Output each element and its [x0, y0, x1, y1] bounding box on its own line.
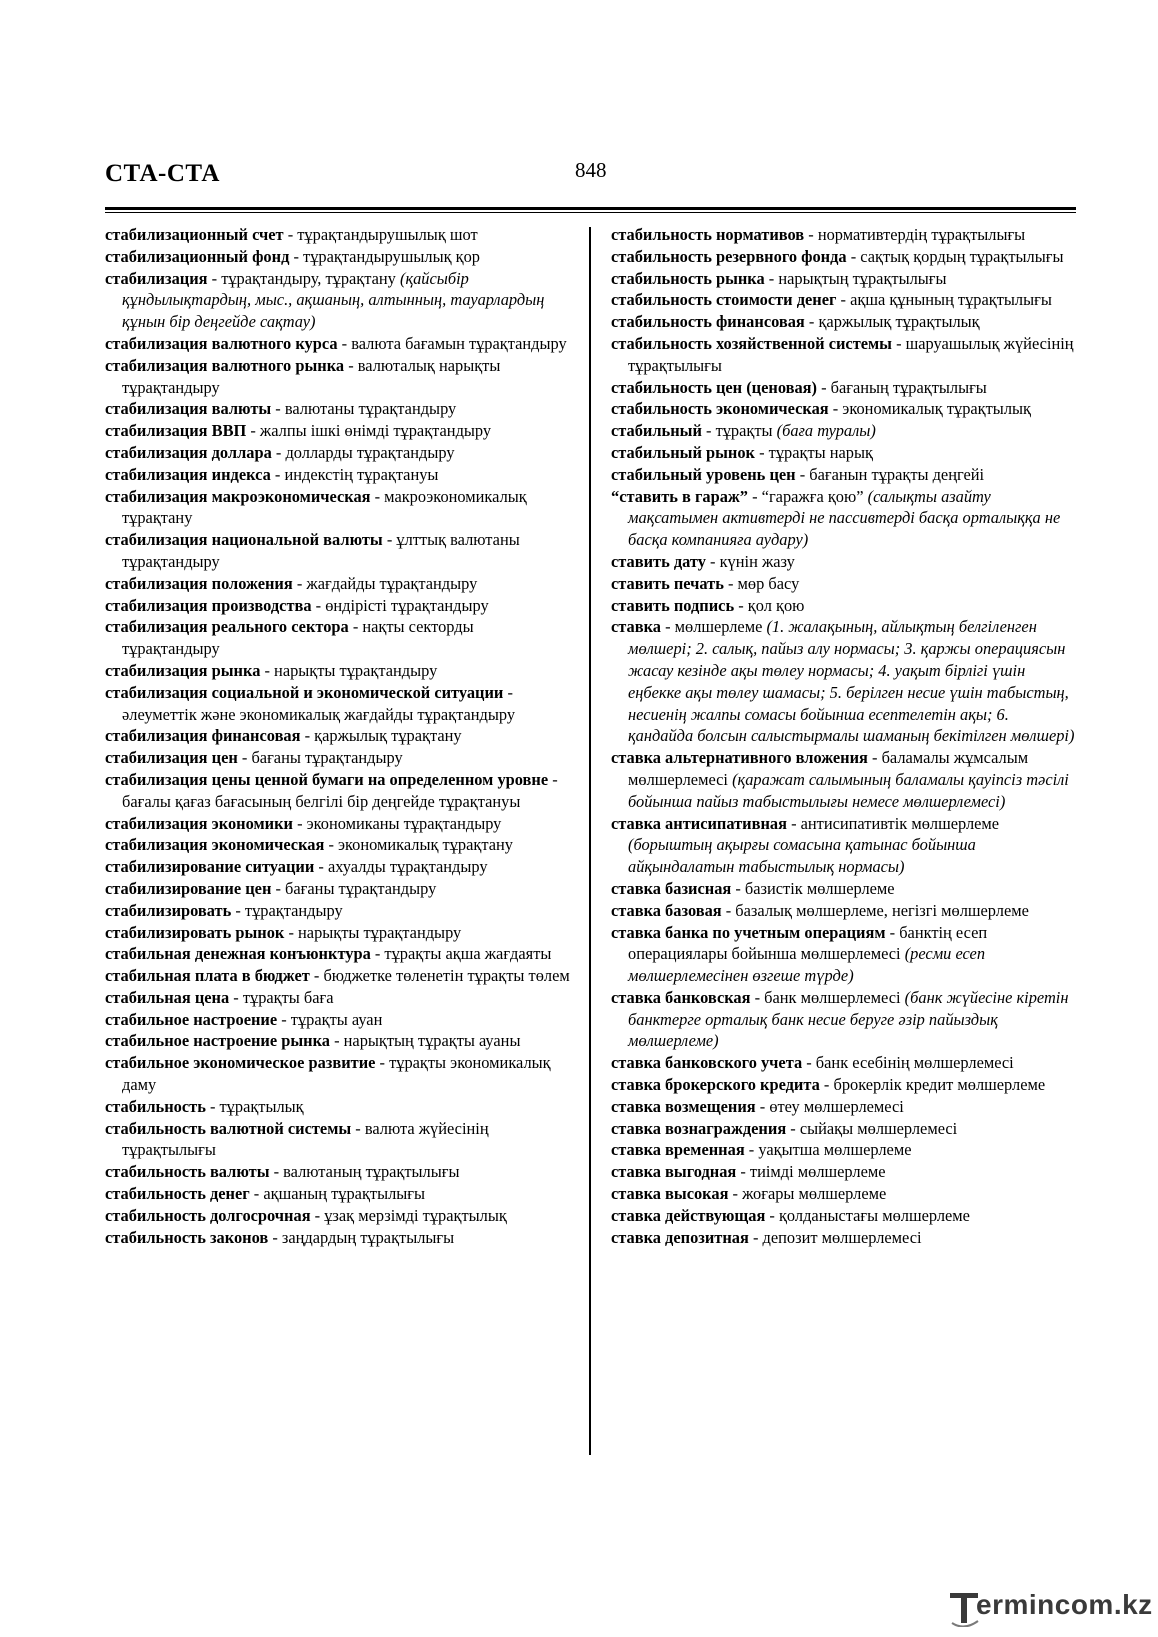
dictionary-entry: [611, 1052, 1077, 1074]
entry-definition: - ұзақ мерзімді тұрақтылық: [310, 1205, 507, 1225]
dictionary-entry: [611, 900, 1077, 922]
entry-definition: - шаруашылық жүйесінің тұрақтылығы: [628, 333, 1074, 375]
dictionary-entry: [611, 747, 1077, 812]
entry-definition: - бағалы қағаз бағасының белгілі бір деңгейде тұрақтануы: [122, 769, 558, 811]
entry-definition: - бағаны тұрақтандыру: [237, 748, 403, 768]
entry-definition: - ақшаның тұрақтылығы: [249, 1184, 426, 1204]
entry-definition: - брокерлік кредит мөлшерлеме: [819, 1075, 1046, 1095]
dictionary-entry: [611, 616, 1077, 747]
dictionary-entry: [105, 725, 573, 747]
dictionary-entry: [611, 551, 1077, 573]
entry-term: стабилизация макроэкономическая: [105, 486, 371, 506]
entry-definition: - заңдардың тұрақтылығы: [268, 1227, 455, 1247]
watermark-text: ermincom.kz: [976, 1589, 1153, 1620]
dictionary-entry: [105, 355, 573, 399]
dictionary-entry: [105, 529, 573, 573]
entry-term: стабилизация социальной и экономической ситуации: [105, 682, 504, 702]
entry-term: стабильность резервного фонда: [611, 246, 847, 266]
entry-term: ставка банка по учетным операциям: [611, 922, 886, 942]
entry-term: стабилизация валютного рынка: [105, 355, 345, 375]
entry-definition: - мөр басу: [723, 573, 800, 593]
dictionary-entry: [611, 987, 1077, 1052]
dictionary-entry: [105, 268, 573, 333]
entry-definition: - макроэкономикалық тұрақтану: [122, 486, 527, 528]
entry-definition: - нақты секторды тұрақтандыру: [122, 617, 474, 659]
entry-definition: - бағаның тұрақтылығы: [817, 377, 987, 397]
entry-definition: - ахуалды тұрақтандыру: [314, 857, 488, 877]
dictionary-entry: [611, 464, 1077, 486]
entry-term: ставка антисипативная: [611, 813, 787, 833]
entry-definition: - қаржылық тұрақтану: [300, 726, 462, 746]
dictionary-entry: [105, 682, 573, 726]
dictionary-entry: [611, 268, 1077, 290]
entry-definition: - бағанын тұрақты деңгейі: [795, 464, 985, 484]
entry-term: стабильность хозяйственной системы: [611, 333, 892, 353]
entry-term: стабилизация валюты: [105, 399, 272, 419]
entry-definition: - әлеуметтік және экономикалық жағдайды тұрақтандыру: [122, 682, 516, 724]
entry-term: ставка базисная: [611, 878, 732, 898]
entry-definition: - тұрақтандырушылық қор: [289, 246, 480, 266]
dictionary-entry: [105, 747, 573, 769]
dictionary-entry: [105, 1183, 573, 1205]
entry-definition: - тұрақтандыру, тұрақтану: [207, 268, 400, 288]
dictionary-entry: [611, 420, 1077, 442]
dictionary-entry: [611, 1139, 1077, 1161]
entry-term: ставка базовая: [611, 900, 722, 920]
entry-note: (салықты азайту мақсатымен активтерді не пассивтерді басқа орталыққа не басқа компанияға аудару): [628, 486, 1061, 550]
entry-definition: - бағаны тұрақтандыру: [271, 878, 437, 898]
entry-definition: - қолданыстағы мөлшерлеме: [765, 1205, 970, 1225]
section-label: СТА-СТА: [105, 160, 220, 187]
entry-term: стабильность долгосрочная: [105, 1205, 311, 1225]
dictionary-entry: [105, 1205, 573, 1227]
entry-definition: - нормативтердің тұрақтылығы: [804, 225, 1026, 244]
dictionary-entry: [105, 965, 573, 987]
entry-term: ставка действующая: [611, 1205, 766, 1225]
entry-definition: - долларды тұрақтандыру: [271, 442, 455, 462]
entry-term: стабилизационный фонд: [105, 246, 290, 266]
entry-definition: - тұрақтылық: [205, 1096, 304, 1116]
entry-term: стабильное экономическое развитие: [105, 1053, 376, 1073]
entry-term: стабилизация национальной валюты: [105, 530, 383, 550]
entry-term: стабилизация валютного курса: [105, 333, 338, 353]
left-column: [105, 224, 573, 1248]
dictionary-entry: [611, 289, 1077, 311]
header-rule: [105, 207, 1076, 210]
entry-term: ставка временная: [611, 1140, 745, 1160]
dictionary-entry: [105, 943, 573, 965]
entry-term: стабилизирование ситуации: [105, 857, 315, 877]
entry-term: стабильность экономическая: [611, 399, 829, 419]
entry-term: ставить подпись: [611, 595, 735, 615]
entry-term: стабилизация цен: [105, 748, 238, 768]
entry-term: ставка брокерского кредита: [611, 1075, 820, 1095]
dictionary-entry: [611, 398, 1077, 420]
entry-term: стабилизация цены ценной бумаги на определенном уровне: [105, 769, 549, 789]
entry-term: ставка выгодная: [611, 1162, 737, 1182]
entry-term: стабилизация экономики: [105, 813, 293, 833]
dictionary-entry: [611, 1161, 1077, 1183]
dictionary-entry: [611, 486, 1077, 551]
entry-definition: - экономикалық тұрақтану: [324, 835, 513, 855]
entry-term: ставка альтернативного вложения: [611, 748, 868, 768]
dictionary-entry: [105, 224, 573, 246]
dictionary-entry: [611, 922, 1077, 987]
entry-definition: - “гаражға қою”: [748, 486, 868, 506]
dictionary-entry: [611, 246, 1077, 268]
page-header: [105, 158, 1075, 198]
entry-term: ставка высокая: [611, 1184, 729, 1204]
dictionary-entry: [105, 616, 573, 660]
entry-term: стабильность денег: [105, 1184, 250, 1204]
entry-definition: - экономикалық тұрақтылық: [828, 399, 1031, 419]
entry-term: ставка вознаграждения: [611, 1118, 787, 1138]
dictionary-entry: [105, 813, 573, 835]
entry-definition: - депозит мөлшерлемесі: [748, 1227, 922, 1247]
entry-term: стабильная плата в бюджет: [105, 966, 310, 986]
entry-note: (ресми есеп мөлшерлемесінен өзгеше түрде): [628, 944, 986, 986]
entry-term: стабилизация производства: [105, 595, 312, 615]
entry-term: стабилизирование цен: [105, 878, 272, 898]
entry-definition: - тұрақты ақша жағдаяты: [370, 944, 552, 964]
dictionary-entry: [105, 1118, 573, 1162]
entry-term: стабильный уровень цен: [611, 464, 796, 484]
entry-term: ставка депозитная: [611, 1227, 749, 1247]
entry-term: стабильность валюты: [105, 1162, 270, 1182]
entry-definition: - валюталық нарықты тұрақтандыру: [122, 355, 501, 397]
entry-term: стабилизировать рынок: [105, 922, 285, 942]
entry-definition: - базистік мөлшерлеме: [731, 878, 895, 898]
entry-definition: - тиімді мөлшерлеме: [736, 1162, 886, 1182]
entry-definition: - мөлшерлеме: [660, 617, 767, 637]
dictionary-entry: [105, 1096, 573, 1118]
entry-term: стабильность нормативов: [611, 225, 805, 244]
entry-definition: - тұрақты ауан: [277, 1009, 383, 1029]
dictionary-entry: [611, 377, 1077, 399]
dictionary-entry: [105, 1009, 573, 1031]
column-divider: [589, 227, 591, 1455]
entry-definition: - қол қою: [734, 595, 805, 615]
dictionary-entry: [105, 922, 573, 944]
dictionary-entry: [105, 442, 573, 464]
dictionary-entry: [105, 856, 573, 878]
dictionary-entry: [105, 660, 573, 682]
dictionary-entry: [105, 878, 573, 900]
dictionary-entry: [105, 1030, 573, 1052]
entry-note: (1. жалақының, айлықтың белгіленген мөлшері; 2. салық, пайыз алу нормасы; 3. қаржы операциясын жасау кезінде ақы төлеу нормасы; 4. уақыт бірлігі үшін еңбекке ақы төлеу шамасы; 5. берілген несие үшін табыстың, несиенің жалпы сомасы бойынша есептелетін ақы; 6. қандайда болсын салыстырмалы шаманың бекітілген мөлшері): [628, 617, 1075, 746]
dictionary-entry: [611, 878, 1077, 900]
entry-term: стабилизация доллара: [105, 442, 272, 462]
entry-term: стабильность законов: [105, 1227, 269, 1247]
entry-definition: - қаржылық тұрақтылық: [804, 312, 980, 332]
entry-definition: - тұрақты баға: [229, 987, 334, 1007]
dictionary-entry: [611, 224, 1077, 246]
entry-term: стабильность цен (ценовая): [611, 377, 817, 397]
entry-term: стабилизация реального сектора: [105, 617, 349, 637]
entry-definition: - жағдайды тұрақтандыру: [292, 573, 478, 593]
entry-term: стабильный: [611, 421, 702, 441]
entry-term: стабильность валютной системы: [105, 1118, 352, 1138]
entry-term: ставка: [611, 617, 661, 637]
entry-term: стабилизация ВВП: [105, 421, 247, 441]
entry-term: стабильность рынка: [611, 268, 765, 288]
dictionary-entry: [105, 573, 573, 595]
dictionary-entry: [611, 813, 1077, 878]
entry-definition: - тұрақтандырушылық шот: [283, 225, 478, 244]
entry-note: (борыштың ақырғы сомасына қатынас бойынша айқындалатын табыстылық нормасы): [628, 835, 976, 877]
entry-term: стабильное настроение: [105, 1009, 278, 1029]
dictionary-entry: [105, 420, 573, 442]
entry-definition: - нарықтың тұрақты ауаны: [330, 1031, 521, 1051]
entry-definition: - нарықтың тұрақтылығы: [764, 268, 947, 288]
entry-definition: - банк есебінің мөлшерлемесі: [802, 1053, 1014, 1073]
dictionary-entry: [611, 333, 1077, 377]
dictionary-entry: [105, 1227, 573, 1249]
entry-definition: - өтеу мөлшерлемесі: [755, 1096, 904, 1116]
entry-term: стабилизация рынка: [105, 660, 261, 680]
entry-definition: - экономиканы тұрақтандыру: [292, 813, 502, 833]
entry-definition: - антисипативтік мөлшерлеме: [786, 813, 1000, 833]
entry-term: ставить дату: [611, 551, 706, 571]
entry-definition: - өндірісті тұрақтандыру: [311, 595, 489, 615]
entry-definition: - жоғары мөлшерлеме: [728, 1184, 887, 1204]
header-rule-thin: [105, 212, 1076, 213]
entry-term: ставка возмещения: [611, 1096, 756, 1116]
entry-note: (қайсыбір құндылықтардың, мыс., ақшаның, алтынның, тауарлардың құнын бір деңгейде сақтау): [122, 268, 545, 332]
entry-definition: - валюта жүйесінің тұрақтылығы: [122, 1118, 489, 1160]
dictionary-entry: [611, 1096, 1077, 1118]
entry-note: (баға туралы): [776, 421, 876, 441]
dictionary-entry: [611, 573, 1077, 595]
entry-definition: - нарықты тұрақтандыру: [284, 922, 462, 942]
entry-definition: - ақша құнының тұрақтылығы: [836, 290, 1052, 310]
dictionary-entry: [105, 595, 573, 617]
entry-term: ставка банковская: [611, 987, 751, 1007]
termincom-watermark: [948, 1585, 1153, 1629]
entry-definition: - валюта бағамын тұрақтандыру: [337, 333, 567, 353]
entry-definition: - банктің есеп операциялары бойынша мөлшерлемесі: [628, 922, 988, 964]
dictionary-entry: [611, 595, 1077, 617]
entry-definition: - тұрақтандыру: [231, 900, 343, 920]
entry-term: стабилизировать: [105, 900, 232, 920]
entry-definition: - базалық мөлшерлеме, негізгі мөлшерлеме: [721, 900, 1029, 920]
entry-term: стабильность: [105, 1096, 206, 1116]
entry-definition: - индекстің тұрақтануы: [270, 464, 439, 484]
entry-term: стабильный рынок: [611, 442, 756, 462]
entry-definition: - уақытша мөлшерлеме: [744, 1140, 912, 1160]
entry-term: ставить печать: [611, 573, 724, 593]
entry-term: стабилизация: [105, 268, 208, 288]
entry-term: стабилизация финансовая: [105, 726, 301, 746]
entry-definition: - баламалы жұмсалым мөлшерлемесі: [628, 748, 1029, 789]
dictionary-entry: [105, 769, 573, 813]
entry-term: “ставить в гараж”: [611, 486, 749, 506]
dictionary-entry: [611, 1205, 1077, 1227]
entry-definition: - нарықты тұрақтандыру: [260, 660, 438, 680]
entry-definition: - тұрақты экономикалық даму: [122, 1053, 551, 1095]
entry-definition: - күнін жазу: [705, 551, 795, 571]
entry-definition: - валютаны тұрақтандыру: [271, 399, 457, 419]
entry-definition: - жалпы ішкі өнімді тұрақтандыру: [246, 421, 492, 441]
dictionary-entry: [105, 1052, 573, 1096]
right-column: [611, 224, 1077, 1248]
dictionary-entry: [105, 246, 573, 268]
dictionary-entry: [105, 333, 573, 355]
entry-term: стабильная цена: [105, 987, 230, 1007]
dictionary-entry: [105, 1161, 573, 1183]
entry-definition: - сақтық қордың тұрақтылығы: [846, 246, 1064, 266]
entry-term: стабилизация индекса: [105, 464, 271, 484]
page-number: 848: [575, 158, 607, 182]
dictionary-entry: [105, 464, 573, 486]
entry-term: стабильная денежная конъюнктура: [105, 944, 371, 964]
dictionary-entry: [611, 442, 1077, 464]
dictionary-entry: [105, 398, 573, 420]
entry-definition: - тұрақты нарық: [755, 442, 873, 462]
entry-term: ставка банковского учета: [611, 1053, 803, 1073]
entry-term: стабильность финансовая: [611, 312, 805, 332]
entry-term: стабилизационный счет: [105, 225, 284, 244]
entry-definition: - ұлттық валютаны тұрақтандыру: [122, 530, 520, 571]
entry-term: стабильное настроение рынка: [105, 1031, 330, 1051]
dictionary-entry: [611, 1118, 1077, 1140]
entry-definition: - валютаның тұрақтылығы: [269, 1162, 460, 1182]
dictionary-entry: [611, 311, 1077, 333]
entry-note: (қаражат салымының баламалы қауіпсіз тәсілі бойынша пайыз табыстылығы немесе мөлшерлемесі): [628, 769, 1069, 811]
dictionary-entry: [105, 486, 573, 530]
entry-definition: - сыйақы мөлшерлемесі: [786, 1118, 958, 1138]
entry-definition: - банк мөлшерлемесі: [750, 987, 905, 1007]
dictionary-entry: [611, 1074, 1077, 1096]
entry-note: (банк жүйесіне кіретін банктерге орталық банк несие беруге әзір пайыздық мөлшерлеме): [628, 987, 1069, 1051]
dictionary-entry: [105, 900, 573, 922]
entry-term: стабилизация положения: [105, 573, 293, 593]
entry-term: стабильность стоимости денег: [611, 290, 837, 310]
dictionary-entry: [105, 987, 573, 1009]
entry-definition: - тұрақты: [701, 421, 777, 441]
entry-definition: - бюджетке төленетін тұрақты төлем: [309, 966, 570, 986]
dictionary-entry: [611, 1183, 1077, 1205]
entry-term: стабилизация экономическая: [105, 835, 325, 855]
dictionary-entry: [105, 834, 573, 856]
dictionary-entry: [611, 1227, 1077, 1249]
